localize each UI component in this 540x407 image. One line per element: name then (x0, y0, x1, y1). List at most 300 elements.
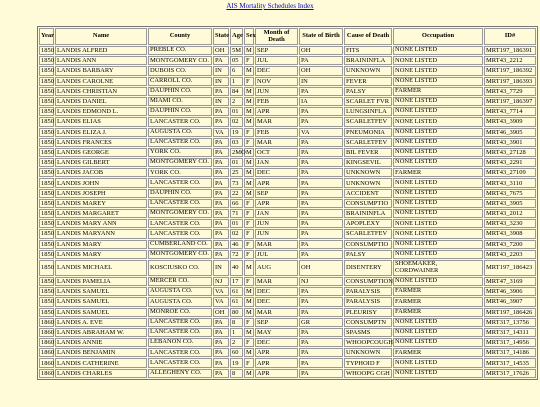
cell-state: NJ (213, 277, 229, 286)
cell-month: JUL (255, 56, 298, 65)
cell-occupation: FARMER (393, 348, 483, 357)
cell-year: 1850 (41, 250, 54, 258)
cell-age: 22 (230, 189, 243, 198)
cell-occupation: NONE LISTED (393, 107, 483, 116)
cell-sex: M (244, 178, 254, 187)
cell-age: 25 (230, 168, 243, 177)
cell-birth-state: PA (299, 138, 343, 147)
cell-county: LANCASTER CO. (148, 328, 212, 337)
cell-sex: M (244, 328, 254, 337)
cell-sex: M (244, 297, 254, 306)
cell-month: APR (255, 358, 298, 367)
cell-occupation: NONE LISTED (393, 209, 483, 218)
col-state: State (213, 28, 229, 45)
cell-month: MAR (255, 308, 298, 317)
cell-year: 1850 (41, 288, 54, 296)
cell-sex: M (244, 148, 254, 157)
cell-county: LANCASTER CO. (148, 138, 212, 147)
cell-year: 1850 (41, 240, 54, 248)
cell-name: LANDIS MARY (55, 250, 147, 259)
cell-birth-state: PA (299, 199, 343, 208)
cell-occupation: NONE LISTED (393, 138, 483, 147)
cell-county: LANCASTER CO. (148, 358, 212, 367)
cell-sex: F (244, 199, 254, 208)
cell-id: MRT47_3169 (484, 277, 536, 286)
cell-month: APR (255, 369, 298, 378)
cell-state: VA (213, 297, 229, 306)
cell-name: LANDIS ABRAHAM W. (55, 328, 147, 337)
cell-cause: KINGSEVIL (344, 158, 392, 167)
cell-cause: CONSUMPTIO (344, 199, 392, 208)
table-row (39, 46, 536, 55)
table-row (39, 189, 536, 198)
cell-birth-state: GR (299, 318, 343, 327)
cell-id: MRT317_14956 (484, 338, 536, 347)
cell-birth-state: PA (299, 189, 343, 198)
cell-year: 1850 (41, 278, 54, 286)
cell-age: 61 (230, 297, 243, 306)
cell-occupation: NONE LISTED (393, 66, 483, 75)
cell-birth-state: PA (299, 358, 343, 367)
cell-name: LANDIS GEORGE (55, 148, 147, 157)
header-row (39, 28, 536, 45)
cell-cause: SCARLETFEV (344, 117, 392, 126)
cell-cause: PARALYSIS (344, 287, 392, 296)
cell-month: APR (255, 107, 298, 116)
cell-occupation: NONE LISTED (393, 219, 483, 228)
cell-birth-state: OH (299, 260, 343, 276)
cell-county: LANCASTER CO. (148, 318, 212, 327)
cell-sex: M (244, 260, 254, 276)
cell-id: MRT46_3905 (484, 128, 536, 137)
cell-birth-state: IN (299, 77, 343, 86)
cell-county: MONTGOMERY CO. (148, 209, 212, 218)
cell-name: LANDIS SAMUEL (55, 297, 147, 306)
cell-sex: M (244, 66, 254, 75)
cell-year: 1850 (41, 77, 54, 85)
cell-state: OH (213, 308, 229, 317)
cell-state: PA (213, 328, 229, 337)
table-row (39, 97, 536, 106)
cell-age: 71 (230, 209, 243, 218)
table-row (39, 260, 536, 276)
table-row (39, 250, 536, 259)
table-row (39, 168, 536, 177)
cell-occupation: NONE LISTED (393, 158, 483, 167)
cell-birth-state: PA (299, 369, 343, 378)
table-row (39, 318, 536, 327)
cell-state: PA (213, 318, 229, 327)
cell-sex: F (244, 318, 254, 327)
cell-id: MRT43_7675 (484, 189, 536, 198)
col-name: Name (55, 28, 147, 45)
cell-state: PA (213, 148, 229, 157)
cell-occupation: NONE LISTED (393, 77, 483, 86)
cell-state: PA (213, 168, 229, 177)
cell-cause: DISENTERY (344, 260, 392, 276)
cell-id: MRT43_3905 (484, 199, 536, 208)
cell-birth-state: PA (299, 168, 343, 177)
cell-occupation: NONE LISTED (393, 328, 483, 337)
cell-occupation: NONE LISTED (393, 128, 483, 137)
cell-sex: M (244, 107, 254, 116)
cell-month: SEP (255, 318, 298, 327)
cell-birth-state: VA (299, 128, 343, 137)
table-row (39, 240, 536, 249)
cell-id: MRT43_3901 (484, 138, 536, 147)
cell-birth-state: PA (299, 287, 343, 296)
cell-sex: M (244, 287, 254, 296)
cell-state: PA (213, 219, 229, 228)
cell-age: 19 (230, 358, 243, 367)
col-month-of-death: Month of Death (255, 28, 298, 45)
table-row (39, 277, 536, 286)
cell-name: LANDIS FRANCES (55, 138, 147, 147)
cell-cause: SCARLET FVR (344, 97, 392, 106)
cell-cause: CONSUMPTION (346, 278, 393, 286)
table-row (39, 148, 536, 157)
mortality-index-link[interactable]: AIS Mortality Schedules Index (226, 2, 314, 10)
cell-sex: F (244, 77, 254, 86)
cell-sex: F (244, 128, 254, 137)
cell-name: LANDIS SAMUEL (55, 287, 147, 296)
cell-sex: M (244, 308, 254, 317)
cell-id: MRT317_13756 (484, 318, 536, 327)
cell-county: LANCASTER CO. (148, 219, 212, 228)
cell-cause: PALSY (344, 87, 392, 96)
cell-age: 84 (230, 87, 243, 96)
cell-birth-state: PA (299, 178, 343, 187)
cell-year: 1850 (41, 67, 54, 75)
cell-name: LANDIS MARYANN (55, 229, 147, 238)
cell-age: 02 (230, 117, 243, 126)
table-row (39, 209, 536, 218)
cell-state: PA (213, 348, 229, 357)
cell-name: LANDIS ANN (55, 56, 147, 65)
cell-year: 1850 (41, 57, 54, 65)
cell-month: JAN (255, 209, 298, 218)
cell-county: MONTGOMERY CO. (148, 56, 212, 65)
cell-county: CARROLL CO. (148, 77, 212, 86)
cell-birth-state: PA (299, 56, 343, 65)
cell-county: YORK CO. (148, 148, 212, 157)
cell-sex: F (244, 250, 254, 259)
cell-birth-state: PA (299, 328, 343, 337)
cell-name: LANDIS BENJAMIN (55, 348, 147, 357)
cell-occupation: NONE LISTED (393, 318, 483, 327)
cell-county: MONTGOMERY CO. (148, 250, 212, 259)
cell-year: 1850 (41, 118, 54, 126)
cell-cause: BRAININFLA (344, 209, 392, 218)
cell-sex: M (244, 369, 254, 378)
cell-state: PA (213, 189, 229, 198)
cell-id: MRT197_186423 (484, 260, 536, 276)
cell-name: LANDIS JOSEPH (55, 189, 147, 198)
table-row (39, 297, 536, 306)
col-sex: Sex (244, 28, 254, 45)
cell-age: 8 (230, 369, 243, 378)
col-county: County (148, 28, 212, 45)
cell-birth-state: PA (299, 148, 343, 157)
cell-month: JUL (255, 250, 298, 259)
cell-month: SEP (255, 189, 298, 198)
cell-sex: M (244, 117, 254, 126)
cell-name: LANDIS ALFRED (55, 46, 147, 55)
cell-county: PREBLE CO. (148, 46, 212, 55)
cell-county: CUMBERLAND CO. (148, 240, 212, 249)
cell-year: 1860 (41, 359, 54, 367)
cell-month: OCT (255, 148, 298, 157)
cell-county: LEBANON CO. (148, 338, 212, 347)
cell-id: MRT317_14186 (484, 348, 536, 357)
cell-occupation: FARMER (393, 168, 483, 177)
cell-sex: F (244, 229, 254, 238)
table-row (39, 229, 536, 238)
cell-month: DEC (255, 338, 298, 347)
cell-name: LANDIS PAMELIA (55, 277, 147, 286)
cell-cause: LUNGSINFLA (344, 107, 392, 116)
cell-year: 1850 (41, 298, 54, 306)
cell-sex: M (244, 46, 254, 55)
cell-name: LANDIS MARGARET (55, 209, 147, 218)
cell-sex: F (244, 358, 254, 367)
cell-state: VA (213, 128, 229, 137)
cell-occupation: FARMER (393, 308, 483, 317)
cell-cause: PARALYSIS (344, 297, 392, 306)
cell-birth-state: PA (299, 308, 343, 317)
cell-year: 1850 (41, 308, 54, 316)
cell-occupation: NONE LISTED (393, 97, 483, 106)
cell-sex: M (244, 97, 254, 106)
cell-id: MRT46_3907 (484, 297, 536, 306)
cell-state: PA (213, 178, 229, 187)
cell-year: 1860 (41, 318, 54, 326)
cell-age: 61 (230, 287, 243, 296)
cell-county: KOSCIUSKO CO. (148, 260, 212, 276)
cell-age: 46 (230, 240, 243, 249)
cell-id: MRT197_186397 (484, 97, 536, 106)
cell-occupation: FARMER (393, 297, 483, 306)
cell-name: LANDIS ELIZA J. (55, 128, 147, 137)
cell-birth-state: PA (299, 158, 343, 167)
cell-id: MRT43_2212 (484, 56, 536, 65)
cell-sex: F (244, 219, 254, 228)
cell-name: LANDIS MICHAEL (55, 260, 147, 276)
cell-cause: UNKNOWN (344, 66, 392, 75)
cell-year: 1850 (41, 159, 54, 167)
cell-month: APR (255, 348, 298, 357)
cell-id: MRT197_186426 (484, 308, 536, 317)
cell-birth-state: PA (299, 348, 343, 357)
col-state-of-birth: State of Birth (299, 28, 343, 45)
cell-cause: ACCIDENT (344, 189, 392, 198)
cell-cause: FITS (344, 46, 392, 55)
cell-cause: UNKNOWN (344, 168, 392, 177)
cell-id: MRT317_14535 (484, 358, 536, 367)
cell-age: 72 (230, 250, 243, 259)
cell-sex: F (244, 338, 254, 347)
cell-birth-state: NJ (299, 277, 343, 286)
cell-year: 1850 (41, 148, 54, 156)
cell-cause: SPASMS (344, 328, 392, 337)
cell-birth-state: OH (299, 46, 343, 55)
cell-occupation: NONE LISTED (393, 358, 483, 367)
cell-month: FEB (255, 97, 298, 106)
cell-county: MIAMI CO. (148, 97, 212, 106)
cell-year: 1850 (39, 260, 54, 276)
cell-cause: APOPLEXY (344, 219, 392, 228)
cell-occupation: NONE LISTED (393, 189, 483, 198)
cell-sex: F (244, 277, 254, 286)
cell-age: 2MO (232, 148, 246, 156)
cell-county: MONTGOMERY CO. (148, 158, 212, 167)
cell-name: LANDIS CATHERINE (55, 358, 147, 367)
cell-id: MRT43_27128 (484, 148, 536, 157)
cell-age: 03 (230, 138, 243, 147)
col-cause-of-death: Cause of Death (344, 28, 392, 45)
table-row (39, 308, 536, 317)
cell-name: LANDIS EDMOND L. (55, 107, 147, 116)
table-row (39, 138, 536, 147)
cell-cause: UNKNOWN (344, 178, 392, 187)
table-row (39, 358, 536, 367)
cell-birth-state: PA (299, 219, 343, 228)
cell-county: AUGUSTA CO. (148, 287, 212, 296)
cell-month: SEP (255, 46, 298, 55)
cell-name: LANDIS GILBERT (55, 158, 147, 167)
cell-occupation: NONE LISTED (393, 250, 483, 259)
cell-month: MAR (255, 277, 298, 286)
cell-cause: PLEURISY (344, 308, 392, 317)
cell-birth-state: PA (299, 338, 343, 347)
cell-name: LANDIS JACOB (55, 168, 147, 177)
cell-state: PA (213, 138, 229, 147)
cell-state: PA (213, 56, 229, 65)
cell-county: DAUPHIN CO. (148, 189, 212, 198)
cell-state: PA (213, 199, 229, 208)
cell-id: MRT43_3230 (484, 219, 536, 228)
cell-year: 1850 (41, 199, 54, 207)
cell-month: FEB (255, 128, 298, 137)
cell-year: 1860 (41, 369, 54, 377)
cell-name: LANDIS CHARLES (55, 369, 147, 378)
cell-month: JAN (255, 158, 298, 167)
cell-state: PA (213, 338, 229, 347)
cell-id: MRT197_186393 (484, 77, 536, 86)
cell-age: 5M (232, 47, 242, 55)
cell-id: MRT43_7714 (484, 107, 536, 116)
table-row (39, 56, 536, 65)
cell-state: PA (213, 229, 229, 238)
cell-age: 80 (230, 308, 243, 317)
cell-state: VA (213, 287, 229, 296)
cell-month: DEC (255, 168, 298, 177)
cell-id: MRT43_2203 (484, 250, 536, 259)
cell-sex: F (244, 209, 254, 218)
col-id: ID# (484, 28, 536, 45)
cell-month: MAR (255, 240, 298, 249)
table-row (39, 77, 536, 86)
cell-cause: WHOOPCOUGH (346, 339, 393, 347)
cell-birth-state: PA (299, 117, 343, 126)
cell-id: MRT43_7200 (484, 240, 536, 249)
cell-occupation: NONE LISTED (393, 240, 483, 249)
cell-id: MRT197_186391 (484, 46, 536, 55)
table-row (39, 369, 536, 378)
cell-id: MRT43_3110 (484, 178, 536, 187)
cell-state: PA (213, 117, 229, 126)
cell-cause: CONSUMPTIO (344, 240, 392, 249)
cell-id: MRT317_14311 (484, 328, 536, 337)
cell-birth-state: IA (299, 97, 343, 106)
cell-month: MAR (255, 138, 298, 147)
table-row (39, 107, 536, 116)
cell-sex: M (244, 87, 254, 96)
cell-year: 1850 (41, 128, 54, 136)
table-row (39, 287, 536, 296)
cell-month: DEC (255, 287, 298, 296)
cell-cause: TYPHOID F (344, 358, 392, 367)
cell-state: OH (213, 46, 229, 55)
cell-name: LANDIS MARY ANN (55, 219, 147, 228)
cell-birth-state: PA (299, 87, 343, 96)
cell-cause: BRAININFLA (344, 56, 392, 65)
cell-occupation: FARMER (393, 87, 483, 96)
cell-month: JUN (255, 87, 298, 96)
cell-birth-state: PA (299, 250, 343, 259)
cell-age: 66 (230, 199, 243, 208)
cell-id: MRT197_186392 (484, 66, 536, 75)
cell-sex: F (244, 240, 254, 249)
table-row (39, 87, 536, 96)
col-year: Year (39, 28, 54, 45)
cell-name: LANDIS MAREY (55, 199, 147, 208)
cell-year: 1850 (41, 108, 54, 116)
cell-year: 1850 (41, 47, 54, 55)
cell-cause: UNKNOWN (344, 348, 392, 357)
cell-sex: F (244, 56, 254, 65)
table-row (39, 348, 536, 357)
cell-year: 1850 (41, 169, 54, 177)
cell-year: 1850 (41, 179, 54, 187)
cell-year: 1850 (41, 230, 54, 238)
cell-state: PA (213, 107, 229, 116)
cell-year: 1860 (41, 328, 54, 336)
cell-cause: BIL FEVER (344, 148, 392, 157)
cell-age: 6 (230, 66, 243, 75)
cell-sex: M (244, 189, 254, 198)
cell-occupation: NONE LISTED (393, 277, 483, 286)
cell-cause: PNEUMONIA (344, 128, 392, 137)
cell-name: LANDIS BARBARY (55, 66, 147, 75)
cell-id: MRT43_7729 (484, 87, 536, 96)
cell-cause: SCARLETFEV (344, 138, 392, 147)
cell-age: 05 (230, 56, 243, 65)
cell-sex: M (244, 348, 254, 357)
cell-age: 1 (230, 77, 243, 86)
cell-month: MAR (255, 117, 298, 126)
cell-county: DAUPHIN CO. (148, 87, 212, 96)
cell-cause: PALSY (344, 250, 392, 259)
cell-state: IN (213, 260, 229, 276)
cell-month: NOV (255, 77, 298, 86)
cell-cause: WHOOPG CGH (344, 369, 392, 378)
cell-county: AUGUSTA CO. (148, 297, 212, 306)
cell-age: 8 (230, 318, 243, 327)
cell-county: LANCASTER CO. (148, 199, 212, 208)
table-row (39, 338, 536, 347)
cell-age: 60 (230, 348, 243, 357)
